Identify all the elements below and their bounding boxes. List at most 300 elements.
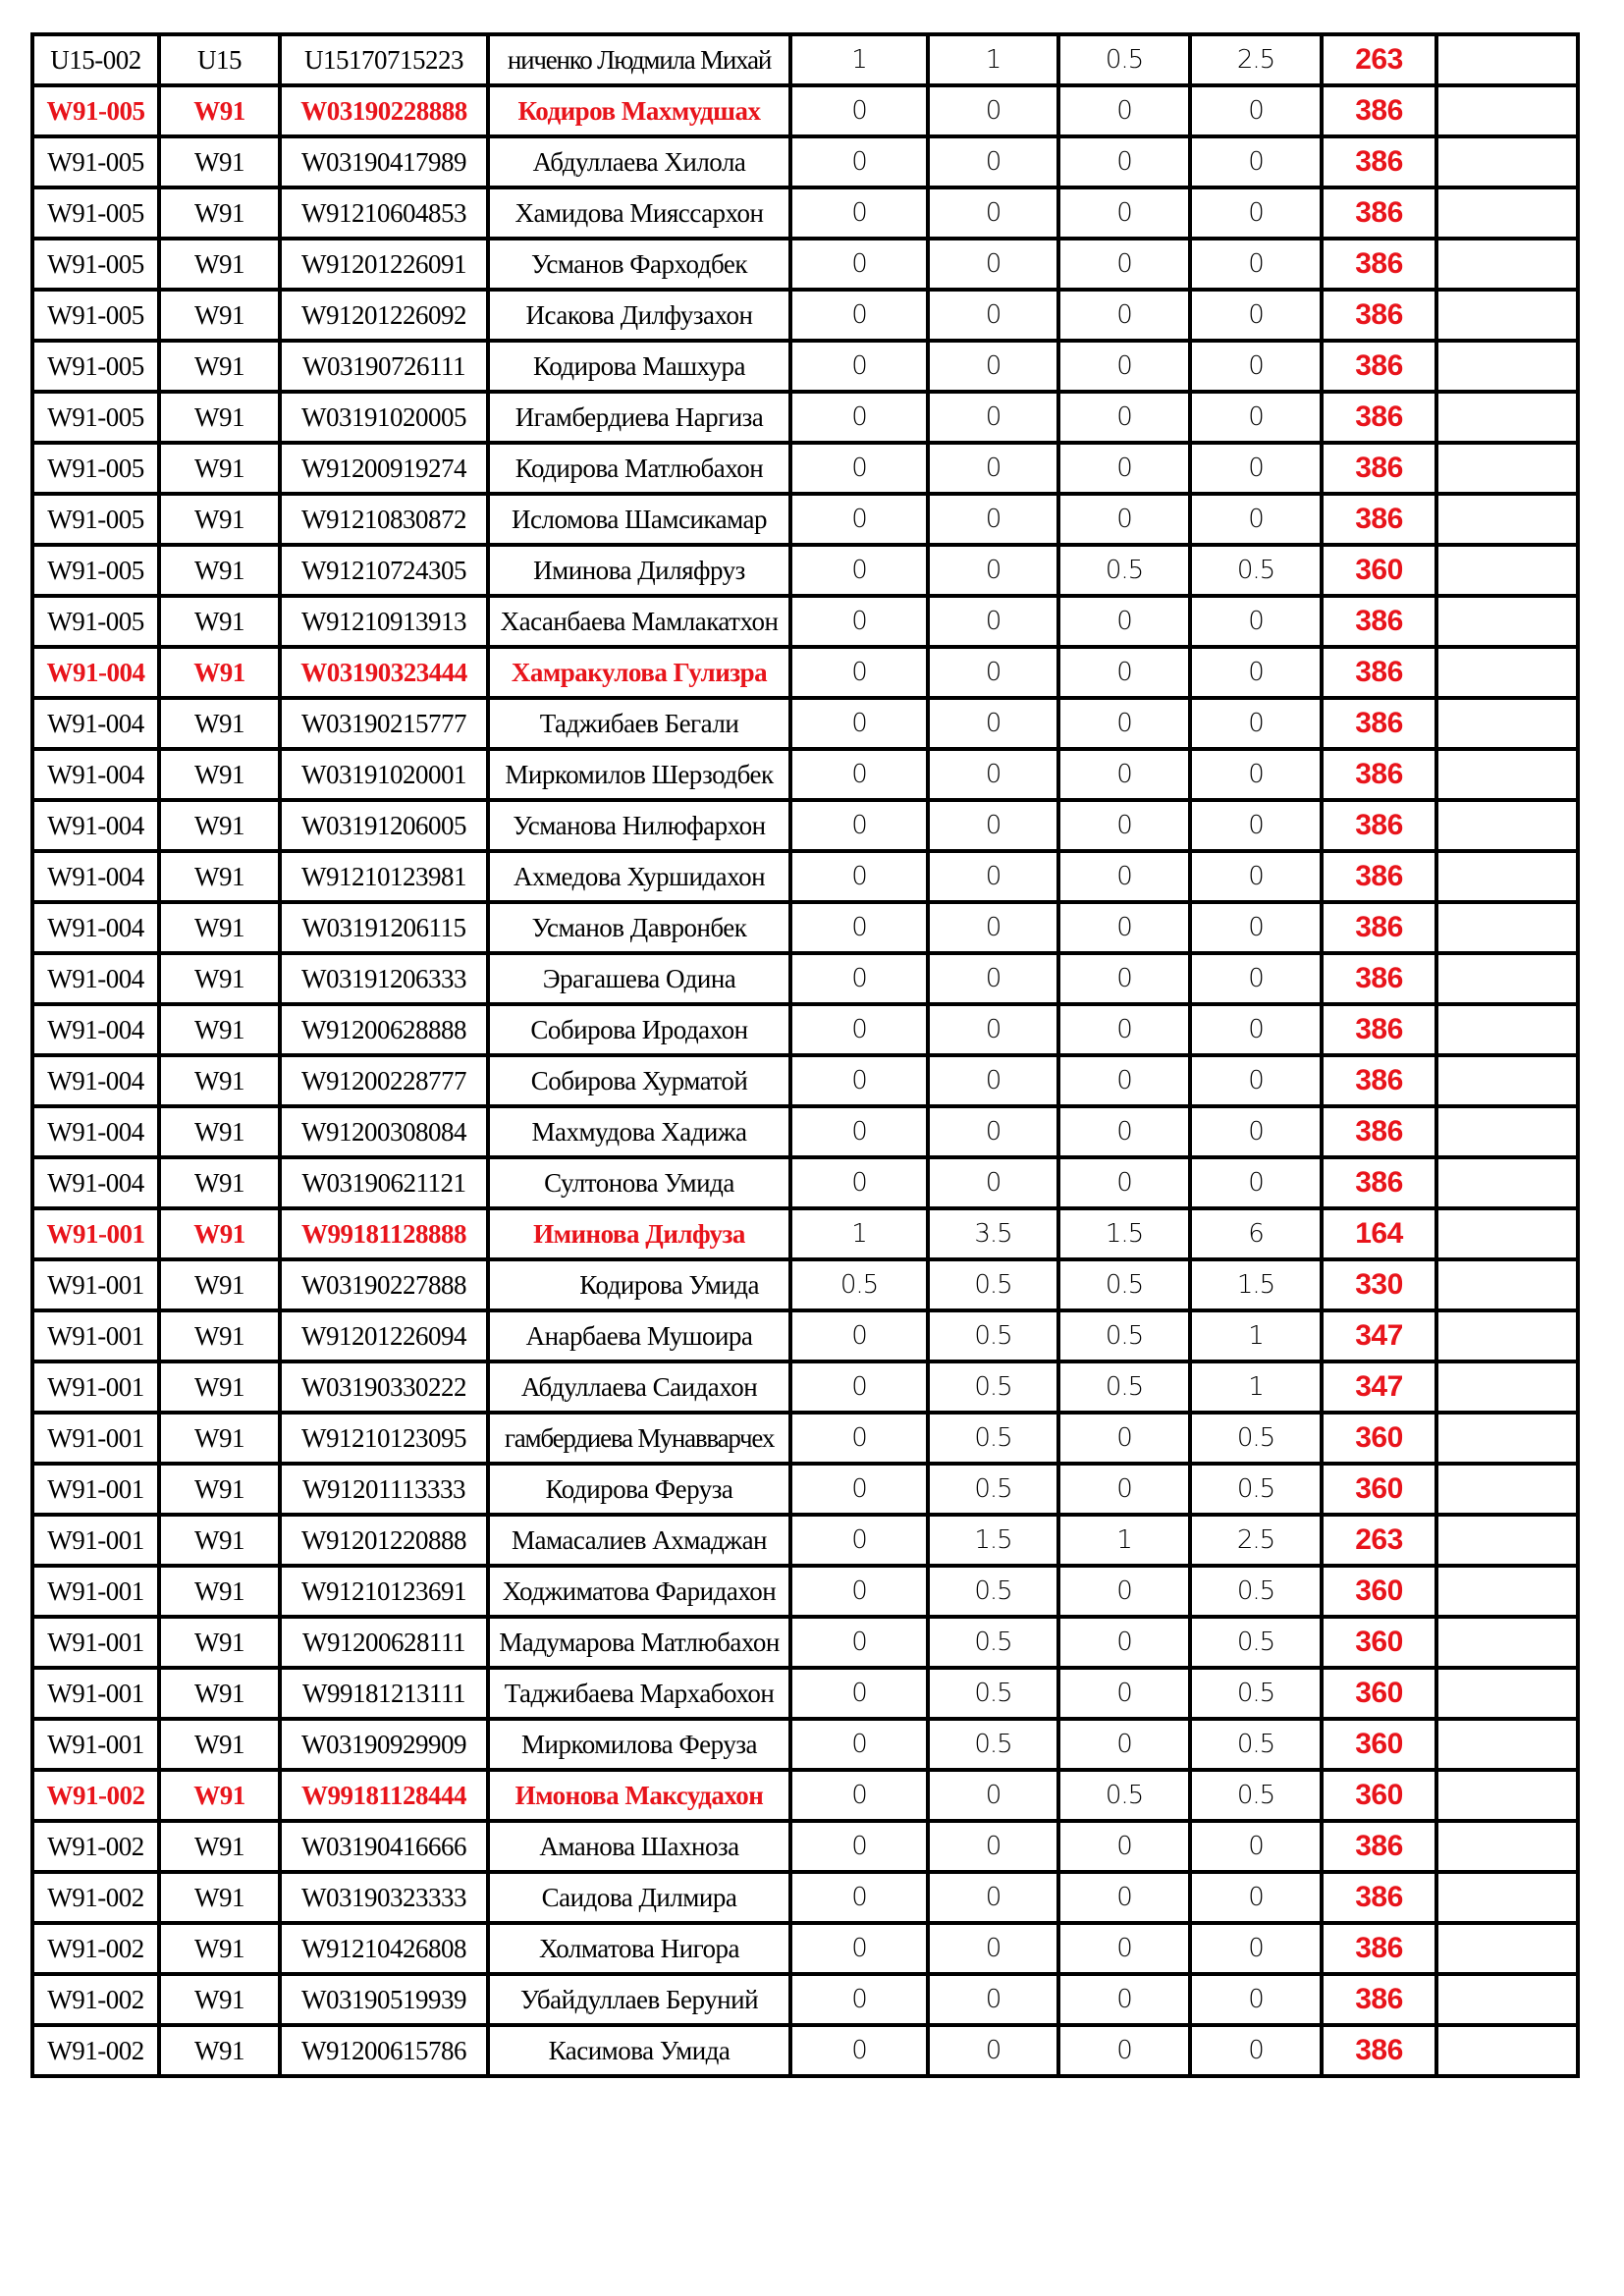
id-cell: W91210123095 [280, 1413, 488, 1464]
score-cell: 386 [1322, 800, 1436, 851]
name-cell: Усманова Нилюфархон [488, 800, 790, 851]
value-2-cell: 0 [928, 1157, 1058, 1208]
value-1-cell: 0 [790, 1464, 928, 1515]
total-cell: 0 [1190, 1157, 1322, 1208]
id-cell: W03191206333 [280, 953, 488, 1004]
group-code-cell: W91-001 [32, 1259, 159, 1310]
note-cell [1436, 187, 1578, 239]
table-row [32, 494, 1578, 545]
value-1-cell: 0 [790, 749, 928, 800]
note-cell [1436, 1617, 1578, 1668]
value-3-cell: 0 [1058, 239, 1190, 290]
table-row [32, 1566, 1578, 1617]
group-code-cell: W91-005 [32, 290, 159, 341]
group-code-cell: W91-001 [32, 1515, 159, 1566]
group-code-cell: W91-005 [32, 239, 159, 290]
id-cell: U15170715223 [280, 34, 488, 85]
table-row [32, 239, 1578, 290]
name-cell: Абдуллаева Хилола [488, 136, 790, 187]
group-code-cell: W91-005 [32, 392, 159, 443]
group-code-cell: W91-004 [32, 851, 159, 902]
id-cell: W91201226091 [280, 239, 488, 290]
score-cell: 386 [1322, 392, 1436, 443]
value-2-cell: 0 [928, 187, 1058, 239]
note-cell [1436, 34, 1578, 85]
value-1-cell: 0 [790, 1106, 928, 1157]
group-code-cell: W91-005 [32, 341, 159, 392]
total-cell: 0 [1190, 596, 1322, 647]
name-cell: Саидова Дилмира [488, 1872, 790, 1923]
total-cell: 0 [1190, 290, 1322, 341]
id-cell: W91210123691 [280, 1566, 488, 1617]
total-cell: 0 [1190, 1106, 1322, 1157]
group-code-cell: W91-001 [32, 1617, 159, 1668]
unit-cell: W91 [159, 2025, 280, 2076]
value-2-cell: 0 [928, 1872, 1058, 1923]
value-1-cell: 0 [790, 1719, 928, 1770]
table-row [32, 596, 1578, 647]
table-row [32, 1055, 1578, 1106]
group-code-cell: W91-001 [32, 1566, 159, 1617]
id-cell: W91210604853 [280, 187, 488, 239]
group-code-cell: W91-001 [32, 1464, 159, 1515]
unit-cell: W91 [159, 494, 280, 545]
table-row [32, 545, 1578, 596]
value-3-cell: 0 [1058, 1821, 1190, 1872]
group-code-cell: W91-005 [32, 545, 159, 596]
unit-cell: W91 [159, 1821, 280, 1872]
unit-cell: W91 [159, 1413, 280, 1464]
unit-cell: W91 [159, 1106, 280, 1157]
unit-cell: W91 [159, 1004, 280, 1055]
value-2-cell: 0 [928, 749, 1058, 800]
id-cell: W91210123981 [280, 851, 488, 902]
name-cell: Хамракулова Гулизра [488, 647, 790, 698]
total-cell: 1 [1190, 1310, 1322, 1362]
note-cell [1436, 1974, 1578, 2025]
value-2-cell: 0 [928, 341, 1058, 392]
total-cell: 0 [1190, 647, 1322, 698]
group-code-cell: W91-001 [32, 1719, 159, 1770]
table-row [32, 1668, 1578, 1719]
id-cell: W91201220888 [280, 1515, 488, 1566]
table-row [32, 851, 1578, 902]
score-cell: 360 [1322, 1413, 1436, 1464]
name-cell: Убайдуллаев Беруний [488, 1974, 790, 2025]
unit-cell: W91 [159, 1362, 280, 1413]
name-cell: Кодиров Махмудшах [488, 85, 790, 136]
total-cell: 0.5 [1190, 1668, 1322, 1719]
group-code-cell: U15-002 [32, 34, 159, 85]
total-cell: 0 [1190, 341, 1322, 392]
group-code-cell: W91-001 [32, 1668, 159, 1719]
table-row [32, 1617, 1578, 1668]
name-cell: Мадумарова Матлюбахон [488, 1617, 790, 1668]
value-1-cell: 0 [790, 290, 928, 341]
unit-cell: W91 [159, 136, 280, 187]
value-1-cell: 0 [790, 647, 928, 698]
group-code-cell: W91-004 [32, 1004, 159, 1055]
table-row [32, 392, 1578, 443]
score-cell: 386 [1322, 1157, 1436, 1208]
id-cell: W03190621121 [280, 1157, 488, 1208]
note-cell [1436, 1106, 1578, 1157]
group-code-cell: W91-004 [32, 1157, 159, 1208]
note-cell [1436, 851, 1578, 902]
unit-cell: W91 [159, 1208, 280, 1259]
note-cell [1436, 1464, 1578, 1515]
id-cell: W99181128444 [280, 1770, 488, 1821]
note-cell [1436, 902, 1578, 953]
value-2-cell: 1.5 [928, 1515, 1058, 1566]
value-3-cell: 0 [1058, 698, 1190, 749]
note-cell [1436, 1770, 1578, 1821]
name-cell: Хасанбаева Мамлакатхон [488, 596, 790, 647]
id-cell: W91201226094 [280, 1310, 488, 1362]
table-row [32, 1719, 1578, 1770]
value-1-cell: 0.5 [790, 1259, 928, 1310]
total-cell: 0 [1190, 494, 1322, 545]
value-3-cell: 0 [1058, 1566, 1190, 1617]
name-cell: Аманова Шахноза [488, 1821, 790, 1872]
value-1-cell: 0 [790, 1310, 928, 1362]
value-3-cell: 0 [1058, 1668, 1190, 1719]
unit-cell: W91 [159, 902, 280, 953]
value-2-cell: 0.5 [928, 1617, 1058, 1668]
table-row [32, 1157, 1578, 1208]
value-2-cell: 0 [928, 1106, 1058, 1157]
value-1-cell: 0 [790, 698, 928, 749]
value-2-cell: 0 [928, 290, 1058, 341]
unit-cell: W91 [159, 1872, 280, 1923]
score-cell: 386 [1322, 290, 1436, 341]
group-code-cell: W91-004 [32, 953, 159, 1004]
table-row [32, 1974, 1578, 2025]
score-cell: 386 [1322, 698, 1436, 749]
value-3-cell: 0 [1058, 341, 1190, 392]
score-cell: 386 [1322, 239, 1436, 290]
group-code-cell: W91-004 [32, 1055, 159, 1106]
table-row [32, 953, 1578, 1004]
note-cell [1436, 698, 1578, 749]
unit-cell: W91 [159, 1310, 280, 1362]
value-1-cell: 1 [790, 1208, 928, 1259]
group-code-cell: W91-004 [32, 800, 159, 851]
score-cell: 386 [1322, 1004, 1436, 1055]
value-2-cell: 0 [928, 800, 1058, 851]
score-cell: 360 [1322, 545, 1436, 596]
total-cell: 0 [1190, 85, 1322, 136]
id-cell: W91210426808 [280, 1923, 488, 1974]
value-1-cell: 0 [790, 1004, 928, 1055]
id-cell: W91210724305 [280, 545, 488, 596]
table-row [32, 698, 1578, 749]
value-3-cell: 0 [1058, 1617, 1190, 1668]
unit-cell: W91 [159, 1668, 280, 1719]
value-1-cell: 0 [790, 1515, 928, 1566]
name-cell: Имонова Максудахон [488, 1770, 790, 1821]
id-cell: W91210913913 [280, 596, 488, 647]
table-row [32, 2025, 1578, 2076]
note-cell [1436, 2025, 1578, 2076]
group-code-cell: W91-005 [32, 596, 159, 647]
unit-cell: W91 [159, 647, 280, 698]
value-1-cell: 0 [790, 443, 928, 494]
score-cell: 386 [1322, 341, 1436, 392]
score-cell: 360 [1322, 1464, 1436, 1515]
note-cell [1436, 1157, 1578, 1208]
name-cell: Миркомилов Шерзодбек [488, 749, 790, 800]
group-code-cell: W91-001 [32, 1362, 159, 1413]
value-1-cell: 0 [790, 851, 928, 902]
score-cell: 330 [1322, 1259, 1436, 1310]
value-2-cell: 0 [928, 1923, 1058, 1974]
id-cell: W03190323333 [280, 1872, 488, 1923]
value-1-cell: 0 [790, 1566, 928, 1617]
total-cell: 0 [1190, 2025, 1322, 2076]
note-cell [1436, 85, 1578, 136]
table-row [32, 1515, 1578, 1566]
id-cell: W03191206115 [280, 902, 488, 953]
name-cell: Иминова Дилфуза [488, 1208, 790, 1259]
note-cell [1436, 1872, 1578, 1923]
value-2-cell: 0 [928, 647, 1058, 698]
value-2-cell: 0 [928, 1974, 1058, 2025]
table-row [32, 800, 1578, 851]
value-3-cell: 0 [1058, 1004, 1190, 1055]
id-cell: W03190323444 [280, 647, 488, 698]
name-cell: Кодирова Матлюбахон [488, 443, 790, 494]
id-cell: W91200628111 [280, 1617, 488, 1668]
total-cell: 1.5 [1190, 1259, 1322, 1310]
group-code-cell: W91-002 [32, 1974, 159, 2025]
value-1-cell: 0 [790, 187, 928, 239]
total-cell: 0 [1190, 239, 1322, 290]
table-row [32, 341, 1578, 392]
group-code-cell: W91-004 [32, 647, 159, 698]
unit-cell: W91 [159, 1464, 280, 1515]
score-cell: 386 [1322, 85, 1436, 136]
total-cell: 0.5 [1190, 1617, 1322, 1668]
value-2-cell: 0 [928, 1770, 1058, 1821]
value-3-cell: 0 [1058, 1055, 1190, 1106]
score-cell: 386 [1322, 443, 1436, 494]
unit-cell: W91 [159, 187, 280, 239]
unit-cell: W91 [159, 239, 280, 290]
value-2-cell: 0.5 [928, 1362, 1058, 1413]
group-code-cell: W91-004 [32, 698, 159, 749]
note-cell [1436, 1259, 1578, 1310]
name-cell: Абдуллаева Саидахон [488, 1362, 790, 1413]
value-2-cell: 0 [928, 953, 1058, 1004]
note-cell [1436, 1004, 1578, 1055]
score-cell: 263 [1322, 1515, 1436, 1566]
value-3-cell: 0 [1058, 1923, 1190, 1974]
value-2-cell: 0 [928, 698, 1058, 749]
group-code-cell: W91-005 [32, 494, 159, 545]
group-code-cell: W91-002 [32, 1821, 159, 1872]
group-code-cell: W91-001 [32, 1208, 159, 1259]
total-cell: 0 [1190, 1055, 1322, 1106]
group-code-cell: W91-004 [32, 749, 159, 800]
note-cell [1436, 800, 1578, 851]
score-cell: 386 [1322, 1923, 1436, 1974]
total-cell: 0.5 [1190, 1464, 1322, 1515]
value-1-cell: 0 [790, 545, 928, 596]
value-2-cell: 0 [928, 136, 1058, 187]
group-code-cell: W91-005 [32, 85, 159, 136]
note-cell [1436, 1055, 1578, 1106]
score-cell: 386 [1322, 596, 1436, 647]
unit-cell: W91 [159, 1974, 280, 2025]
data-table [30, 32, 1580, 2078]
id-cell: W99181128888 [280, 1208, 488, 1259]
id-cell: W99181213111 [280, 1668, 488, 1719]
value-1-cell: 0 [790, 1157, 928, 1208]
value-2-cell: 0.5 [928, 1719, 1058, 1770]
value-2-cell: 0 [928, 1821, 1058, 1872]
note-cell [1436, 341, 1578, 392]
value-2-cell: 0 [928, 392, 1058, 443]
total-cell: 0 [1190, 1872, 1322, 1923]
unit-cell: W91 [159, 1157, 280, 1208]
group-code-cell: W91-002 [32, 1770, 159, 1821]
value-2-cell: 0.5 [928, 1413, 1058, 1464]
unit-cell: W91 [159, 1770, 280, 1821]
value-1-cell: 0 [790, 392, 928, 443]
total-cell: 0 [1190, 749, 1322, 800]
id-cell: W91200308084 [280, 1106, 488, 1157]
total-cell: 0.5 [1190, 1413, 1322, 1464]
group-code-cell: W91-004 [32, 1106, 159, 1157]
total-cell: 0 [1190, 187, 1322, 239]
name-cell: Холматова Нигора [488, 1923, 790, 1974]
value-3-cell: 0.5 [1058, 1259, 1190, 1310]
score-cell: 347 [1322, 1310, 1436, 1362]
value-1-cell: 0 [790, 1413, 928, 1464]
note-cell [1436, 1310, 1578, 1362]
group-code-cell: W91-002 [32, 1872, 159, 1923]
name-cell: Собирова Иродахон [488, 1004, 790, 1055]
value-3-cell: 0.5 [1058, 1770, 1190, 1821]
score-cell: 386 [1322, 136, 1436, 187]
id-cell: W03190228888 [280, 85, 488, 136]
note-cell [1436, 596, 1578, 647]
unit-cell: W91 [159, 851, 280, 902]
note-cell [1436, 545, 1578, 596]
note-cell [1436, 1362, 1578, 1413]
value-1-cell: 0 [790, 1617, 928, 1668]
score-cell: 386 [1322, 953, 1436, 1004]
value-1-cell: 0 [790, 596, 928, 647]
table-row [32, 85, 1578, 136]
note-cell [1436, 239, 1578, 290]
unit-cell: W91 [159, 749, 280, 800]
table-row [32, 902, 1578, 953]
id-cell: W03191020001 [280, 749, 488, 800]
name-cell: гамбердиева Мунавварчех [488, 1413, 790, 1464]
group-code-cell: W91-001 [32, 1310, 159, 1362]
name-cell: Иминова Диляфруз [488, 545, 790, 596]
unit-cell: W91 [159, 392, 280, 443]
note-cell [1436, 1515, 1578, 1566]
name-cell: Эрагашева Одина [488, 953, 790, 1004]
table-row [32, 136, 1578, 187]
note-cell [1436, 1923, 1578, 1974]
score-cell: 360 [1322, 1566, 1436, 1617]
value-3-cell: 0.5 [1058, 545, 1190, 596]
value-3-cell: 0 [1058, 187, 1190, 239]
unit-cell: W91 [159, 545, 280, 596]
id-cell: W03191206005 [280, 800, 488, 851]
value-1-cell: 0 [790, 1923, 928, 1974]
value-2-cell: 0 [928, 443, 1058, 494]
score-cell: 386 [1322, 2025, 1436, 2076]
value-2-cell: 3.5 [928, 1208, 1058, 1259]
score-cell: 360 [1322, 1668, 1436, 1719]
id-cell: W03190227888 [280, 1259, 488, 1310]
value-3-cell: 0 [1058, 136, 1190, 187]
value-2-cell: 0 [928, 851, 1058, 902]
table-row [32, 1106, 1578, 1157]
group-code-cell: W91-001 [32, 1413, 159, 1464]
unit-cell: W91 [159, 800, 280, 851]
score-cell: 347 [1322, 1362, 1436, 1413]
total-cell: 0 [1190, 698, 1322, 749]
id-cell: W91200919274 [280, 443, 488, 494]
table-row [32, 1923, 1578, 1974]
value-3-cell: 0 [1058, 647, 1190, 698]
id-cell: W91210830872 [280, 494, 488, 545]
value-3-cell: 0 [1058, 1157, 1190, 1208]
score-cell: 360 [1322, 1719, 1436, 1770]
name-cell: Собирова Хурматой [488, 1055, 790, 1106]
unit-cell: W91 [159, 1055, 280, 1106]
table-row [32, 1770, 1578, 1821]
id-cell: W03191020005 [280, 392, 488, 443]
score-cell: 386 [1322, 187, 1436, 239]
value-1-cell: 0 [790, 494, 928, 545]
value-3-cell: 0 [1058, 1974, 1190, 2025]
unit-cell: W91 [159, 1923, 280, 1974]
table-row [32, 1413, 1578, 1464]
name-cell: Усманов Давронбек [488, 902, 790, 953]
name-cell: Касимова Умида [488, 2025, 790, 2076]
name-cell: Таджибаев Бегали [488, 698, 790, 749]
unit-cell: W91 [159, 85, 280, 136]
note-cell [1436, 1719, 1578, 1770]
score-cell: 386 [1322, 647, 1436, 698]
total-cell: 2.5 [1190, 1515, 1322, 1566]
value-2-cell: 0.5 [928, 1310, 1058, 1362]
table-row [32, 1208, 1578, 1259]
note-cell [1436, 1413, 1578, 1464]
unit-cell: W91 [159, 698, 280, 749]
id-cell: W91201226092 [280, 290, 488, 341]
value-3-cell: 0 [1058, 800, 1190, 851]
name-cell: Таджибаева Мархабохон [488, 1668, 790, 1719]
score-cell: 386 [1322, 1974, 1436, 2025]
group-code-cell: W91-005 [32, 443, 159, 494]
score-cell: 386 [1322, 749, 1436, 800]
id-cell: W03190416666 [280, 1821, 488, 1872]
total-cell: 0 [1190, 1974, 1322, 2025]
table-row [32, 1259, 1578, 1310]
value-3-cell: 0.5 [1058, 1362, 1190, 1413]
value-1-cell: 0 [790, 85, 928, 136]
total-cell: 0 [1190, 800, 1322, 851]
value-1-cell: 0 [790, 136, 928, 187]
